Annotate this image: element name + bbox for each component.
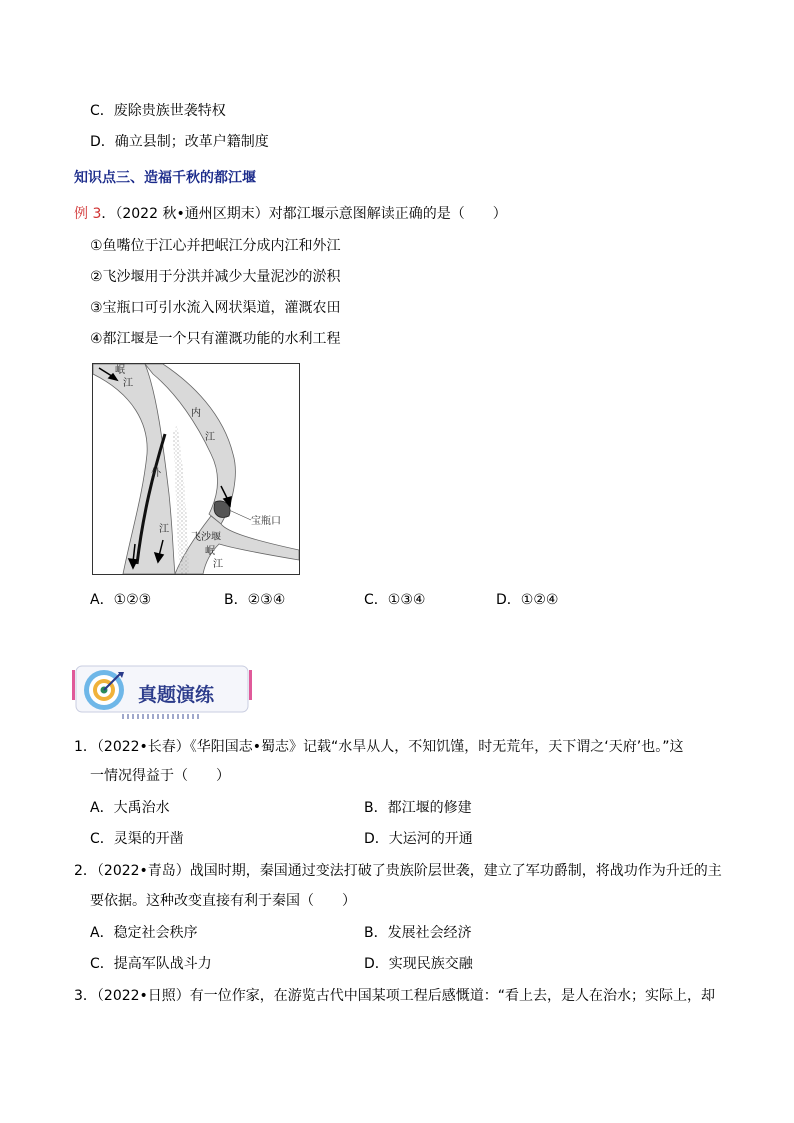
dujiangyan-map-drawing: [93, 364, 299, 574]
option-c-top: C．废除贵族世袭特权: [90, 103, 226, 119]
q1-option-c: C．灵渠的开凿: [90, 831, 184, 847]
q2-option-b: B．发展社会经济: [364, 925, 472, 941]
target-icon: [82, 668, 126, 712]
label-jiang-bottom: 江: [213, 559, 223, 570]
q1-option-d: D．大运河的开通: [364, 831, 473, 847]
label-feishayan: 飞沙堰: [191, 532, 221, 543]
statement-2: ②飞沙堰用于分洪并减少大量泥沙的淤积: [90, 269, 341, 285]
example-question: [74, 205, 507, 223]
label-jiang-nei: 江: [205, 432, 215, 443]
option-d-top: D．确立县制；改革户籍制度: [90, 134, 269, 150]
q1-option-b: B．都江堰的修建: [364, 800, 472, 816]
q2-option-a: A．稳定社会秩序: [90, 925, 198, 941]
label-min-bottom: 岷: [205, 546, 215, 557]
banner-title: 真题演练: [138, 684, 215, 706]
example-option-a: A．①②③: [90, 592, 152, 608]
q1-option-a: A．大禹治水: [90, 800, 170, 816]
statement-4: ④都江堰是一个只有灌溉功能的水利工程: [90, 331, 341, 347]
dujiangyan-map: [92, 363, 300, 575]
question-2-line1: 2．（2022•青岛）战国时期，秦国通过变法打破了贵族阶层世袭，建立了军功爵制，将战功作为升迁的主: [74, 863, 722, 879]
section-banner: [72, 662, 252, 720]
example-option-b: B．②③④: [224, 592, 286, 608]
section-heading: 知识点三、造福千秋的都江堰: [74, 170, 256, 186]
example-label: 例 3: [74, 206, 102, 222]
q2-option-d: D．实现民族交融: [364, 956, 473, 972]
label-jiang-top: 江: [123, 378, 133, 389]
q2-option-c: C．提高军队战斗力: [90, 956, 212, 972]
statement-1: ①鱼嘴位于江心并把岷江分成内江和外江: [90, 238, 341, 254]
example-option-d: D．①②④: [496, 592, 559, 608]
feishayan-sand: [173, 424, 189, 574]
label-nei: 内: [191, 408, 201, 419]
label-jiang-wai: 江: [159, 524, 169, 535]
question-2-line2: 要依据。这种改变直接有利于秦国（ ）: [90, 893, 356, 909]
label-min-top: 岷: [115, 365, 125, 376]
label-baopingkou: 宝瓶口: [251, 516, 281, 527]
question-1-line2: 一情况得益于（ ）: [90, 768, 230, 784]
question-1-line1: 1．（2022•长春）《华阳国志•蜀志》记载“水旱从人，不知饥馑，时无荒年，天下谓之‘天府’也。”这: [74, 739, 684, 755]
question-3-line1: 3．（2022•日照）有一位作家，在游览古代中国某项工程后感慨道：“看上去，是人在治水；实际上，却: [74, 988, 716, 1004]
statement-3: ③宝瓶口可引水流入网状渠道，灌溉农田: [90, 300, 341, 316]
example-question-text: ．（2022 秋•通州区期末）对都江堰示意图解读正确的是（ ）: [101, 206, 507, 222]
label-wai: 外: [151, 468, 161, 479]
example-option-c: C．①③④: [364, 592, 426, 608]
